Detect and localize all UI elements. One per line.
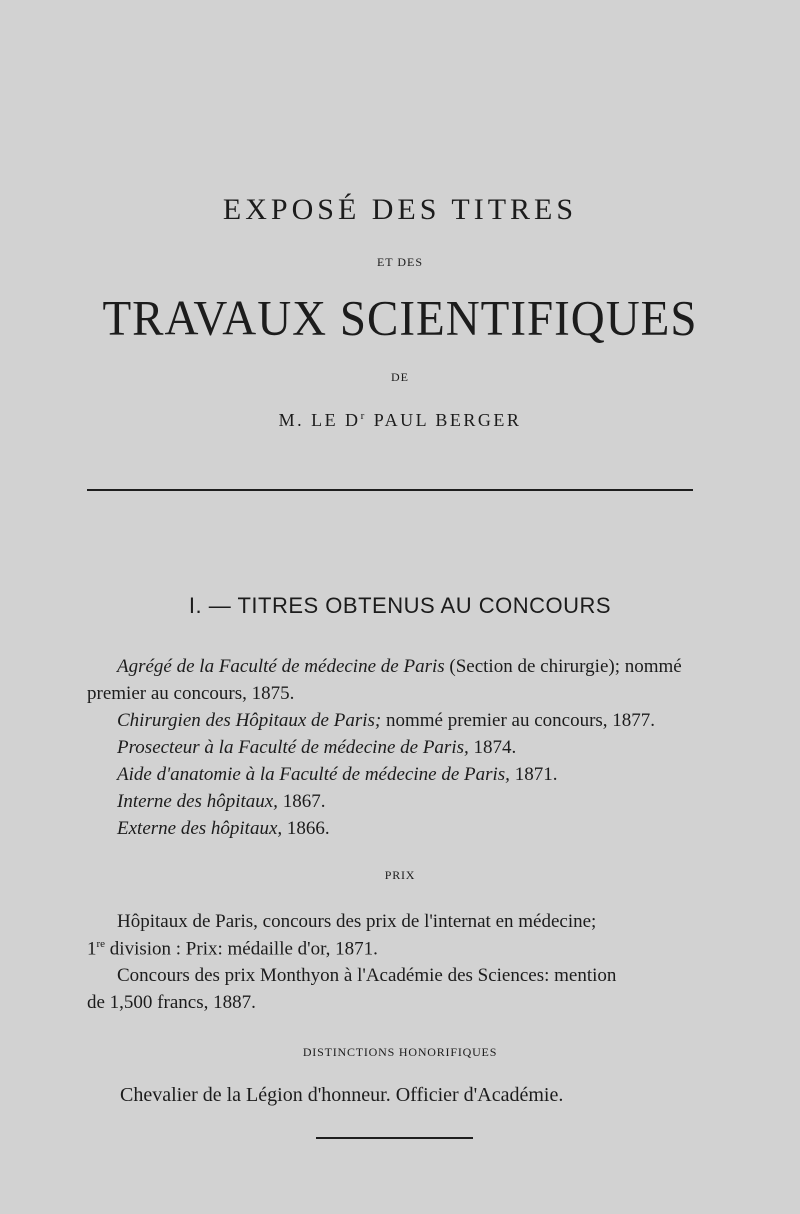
author-sup: r [360,410,367,422]
prix-heading: PRIX [384,868,416,882]
entry-text: 1867. [277,791,326,812]
main-title: TRAVAUX SCIENTIFIQUES [102,291,698,347]
closing-rule [316,1137,473,1139]
author-name: PAUL BERGER [373,410,522,430]
entry-text: nommé premier au concours, 1877. [381,710,656,731]
title-line-4: DE [391,370,409,384]
entry-line [117,764,557,786]
entry-text: (Section de chirurgie); nommé [444,656,682,677]
prix-line: Hôpitaux de Paris, concours des prix de l'internat en médecine; [117,911,597,932]
ordinal-number: 1 [87,938,97,960]
entry-line [117,818,330,840]
prix-line: de 1,500 francs, 1887. [87,992,256,1013]
prix-text: division : Prix: médaille d'or, 1871. [109,938,378,960]
prix-line: Concours des prix Monthyon à l'Académie des Sciences: mention [117,965,617,986]
entry-text: 1866. [282,818,330,839]
author-prefix: M. LE D [278,410,361,430]
entry-line [117,791,325,813]
entry-italic: Interne des hôpitaux, [117,791,278,812]
entry-line [87,683,294,705]
entry-text: 1871. [509,764,558,785]
entry-italic: Agrégé de la Faculté de médecine de Paris [117,656,445,677]
entry-line [117,656,682,678]
entry-text: premier au concours, 1875. [87,683,295,704]
divider-rule [87,489,693,491]
author-line [0,410,800,431]
distinctions-text: Chevalier de la Légion d'honneur. Officier d'Académie. [120,1084,564,1106]
ordinal-sup: re [96,938,106,950]
distinctions-heading: DISTINCTIONS HONORIFIQUES [302,1045,498,1059]
entry-text: 1874. [468,737,517,758]
section-heading: I. — TITRES OBTENUS AU CONCOURS [188,593,612,618]
title-line-2: ET DES [376,255,424,269]
prix-line [87,938,378,960]
entry-italic: Prosecteur à la Faculté de médecine de Paris, [117,737,469,758]
entry-italic: Aide d'anatomie à la Faculté de médecine de Paris, [117,764,510,785]
title-line-1: EXPOSÉ DES TITRES [222,193,578,226]
entry-line [117,710,655,732]
entry-line [117,737,516,759]
entry-italic: Externe des hôpitaux, [117,818,283,839]
entry-italic: Chirurgien des Hôpitaux de Paris; [117,710,382,731]
